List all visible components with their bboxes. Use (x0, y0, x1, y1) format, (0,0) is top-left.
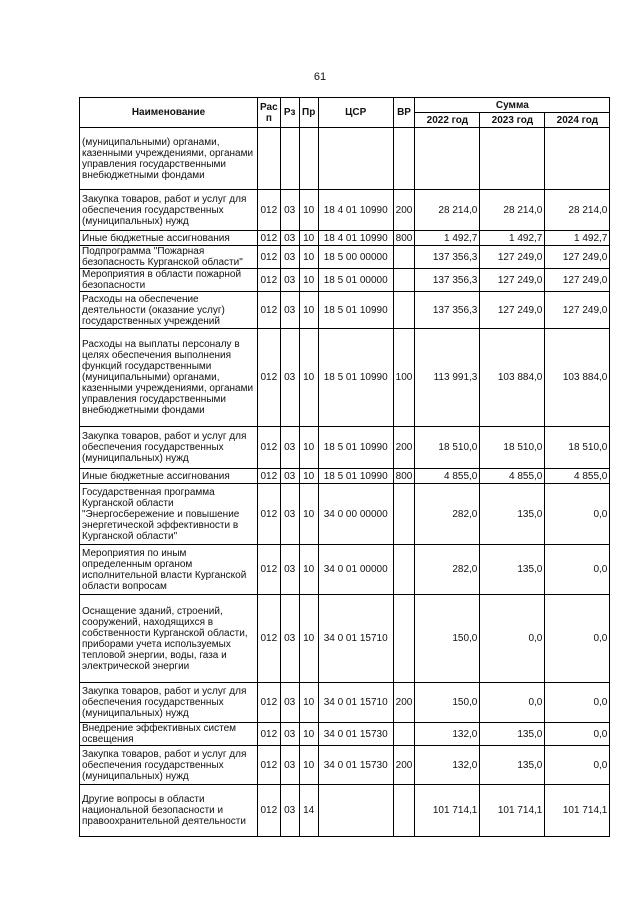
row-pr: 10 (299, 427, 318, 469)
row-rasp: 012 (258, 246, 281, 269)
row-rasp: 012 (258, 723, 281, 746)
row-csr: 18 5 01 10990 (318, 292, 393, 329)
header-year-2022: 2022 год (415, 113, 480, 128)
row-rasp: 012 (258, 785, 281, 837)
row-name: Внедрение эффективных систем освещения (80, 723, 258, 746)
row-rz: 03 (280, 545, 299, 595)
table-row (80, 683, 610, 723)
row-value-2024: 103 884,0 (545, 329, 610, 427)
row-value-2022: 282,0 (415, 545, 480, 595)
table-row (80, 484, 610, 545)
header-sum: Сумма (415, 98, 610, 113)
row-rz: 03 (280, 469, 299, 484)
row-value-2024: 28 214,0 (545, 190, 610, 231)
header-year-2023: 2023 год (480, 113, 545, 128)
row-name: (муниципальными) органами, казенными учреждениями, органами управления государственными внебюджетными фондами (80, 128, 258, 190)
row-csr (318, 785, 393, 837)
row-name: Закупка товаров, работ и услуг для обеспечения государственных (муниципальных) нужд (80, 190, 258, 231)
row-csr: 18 5 01 10990 (318, 469, 393, 484)
row-pr: 10 (299, 246, 318, 269)
header-name: Наименование (80, 98, 258, 128)
page-number: 61 (313, 71, 327, 83)
table-row (80, 269, 610, 292)
header-rasp: Рас п (258, 98, 281, 128)
row-rasp: 012 (258, 427, 281, 469)
row-value-2023: 135,0 (480, 484, 545, 545)
row-pr (299, 128, 318, 190)
table-row (80, 329, 610, 427)
row-pr: 10 (299, 292, 318, 329)
row-csr: 18 5 00 00000 (318, 246, 393, 269)
row-value-2022: 113 991,3 (415, 329, 480, 427)
row-value-2024: 0,0 (545, 746, 610, 785)
row-pr: 10 (299, 484, 318, 545)
row-name: Мероприятия в области пожарной безопасности (80, 269, 258, 292)
row-value-2023: 0,0 (480, 595, 545, 683)
row-pr: 10 (299, 545, 318, 595)
row-value-2024: 127 249,0 (545, 269, 610, 292)
row-rasp: 012 (258, 746, 281, 785)
row-vr (393, 484, 415, 545)
row-pr: 10 (299, 231, 318, 246)
table-row (80, 545, 610, 595)
row-csr: 18 4 01 10990 (318, 231, 393, 246)
row-value-2024: 0,0 (545, 595, 610, 683)
row-rasp: 012 (258, 329, 281, 427)
row-value-2023: 101 714,1 (480, 785, 545, 837)
table-row (80, 595, 610, 683)
row-csr (318, 128, 393, 190)
row-rz: 03 (280, 231, 299, 246)
row-rz: 03 (280, 484, 299, 545)
row-pr: 14 (299, 785, 318, 837)
row-value-2024: 0,0 (545, 723, 610, 746)
row-rz (280, 128, 299, 190)
row-rz: 03 (280, 746, 299, 785)
table-row (80, 190, 610, 231)
row-vr: 100 (393, 329, 415, 427)
header-pr: Пр (299, 98, 318, 128)
row-rz: 03 (280, 723, 299, 746)
row-value-2022: 137 356,3 (415, 246, 480, 269)
row-value-2022: 4 855,0 (415, 469, 480, 484)
row-rasp: 012 (258, 545, 281, 595)
row-value-2023: 103 884,0 (480, 329, 545, 427)
row-value-2023: 1 492,7 (480, 231, 545, 246)
row-csr: 34 0 00 00000 (318, 484, 393, 545)
row-rz: 03 (280, 292, 299, 329)
row-vr: 200 (393, 746, 415, 785)
row-vr (393, 292, 415, 329)
row-name: Оснащение зданий, строений, сооружений, находящихся в собственности Курганской области, приборами учета используемых тепловой энергии, воды, газа и электрической энергии (80, 595, 258, 683)
row-csr: 34 0 01 15730 (318, 723, 393, 746)
table-row (80, 746, 610, 785)
row-value-2023: 135,0 (480, 545, 545, 595)
row-value-2023 (480, 128, 545, 190)
row-pr: 10 (299, 269, 318, 292)
table-row (80, 427, 610, 469)
row-name: Подпрограмма "Пожарная безопасность Курганской области" (80, 246, 258, 269)
row-rz: 03 (280, 785, 299, 837)
row-vr (393, 545, 415, 595)
row-value-2023: 18 510,0 (480, 427, 545, 469)
row-pr: 10 (299, 469, 318, 484)
row-vr (393, 246, 415, 269)
row-pr: 10 (299, 329, 318, 427)
row-value-2023: 127 249,0 (480, 246, 545, 269)
row-name: Иные бюджетные ассигнования (80, 469, 258, 484)
row-value-2024 (545, 128, 610, 190)
header-rz: Рз (280, 98, 299, 128)
row-rasp: 012 (258, 190, 281, 231)
row-pr: 10 (299, 723, 318, 746)
row-name: Иные бюджетные ассигнования (80, 231, 258, 246)
row-pr: 10 (299, 746, 318, 785)
row-name: Расходы на выплаты персоналу в целях обеспечения выполнения функций государственными (муниципальными) органами, казенными учреждениями, органами управления государственными внебюджетными фондами (80, 329, 258, 427)
row-name: Мероприятия по иным определенным органом исполнительной власти Курганской области вопросам (80, 545, 258, 595)
row-vr (393, 595, 415, 683)
row-pr: 10 (299, 683, 318, 723)
row-csr: 18 4 01 10990 (318, 190, 393, 231)
row-value-2022: 28 214,0 (415, 190, 480, 231)
row-value-2024: 101 714,1 (545, 785, 610, 837)
row-value-2022: 150,0 (415, 595, 480, 683)
row-value-2022: 282,0 (415, 484, 480, 545)
row-vr: 200 (393, 427, 415, 469)
row-value-2022: 18 510,0 (415, 427, 480, 469)
budget-table (79, 97, 610, 837)
row-pr: 10 (299, 190, 318, 231)
row-value-2024: 4 855,0 (545, 469, 610, 484)
row-name: Расходы на обеспечение деятельности (оказание услуг) государственных учреждений (80, 292, 258, 329)
row-value-2023: 135,0 (480, 723, 545, 746)
row-vr: 200 (393, 190, 415, 231)
row-value-2024: 18 510,0 (545, 427, 610, 469)
row-name: Закупка товаров, работ и услуг для обеспечения государственных (муниципальных) нужд (80, 427, 258, 469)
row-rasp: 012 (258, 595, 281, 683)
row-name: Другие вопросы в области национальной безопасности и правоохранительной деятельности (80, 785, 258, 837)
row-rasp: 012 (258, 469, 281, 484)
row-value-2022 (415, 128, 480, 190)
row-name: Государственная программа Курганской области "Энергосбережение и повышение энергетической эффективности в Курганской области" (80, 484, 258, 545)
row-rasp: 012 (258, 292, 281, 329)
table-row (80, 231, 610, 246)
row-rz: 03 (280, 427, 299, 469)
row-vr: 200 (393, 683, 415, 723)
row-vr (393, 723, 415, 746)
row-value-2024: 1 492,7 (545, 231, 610, 246)
row-csr: 18 5 01 10990 (318, 427, 393, 469)
row-pr: 10 (299, 595, 318, 683)
row-rz: 03 (280, 595, 299, 683)
row-rz: 03 (280, 246, 299, 269)
row-vr: 800 (393, 469, 415, 484)
row-value-2022: 132,0 (415, 746, 480, 785)
table-row (80, 246, 610, 269)
row-rz: 03 (280, 683, 299, 723)
row-name: Закупка товаров, работ и услуг для обеспечения государственных (муниципальных) нужд (80, 683, 258, 723)
row-rasp: 012 (258, 484, 281, 545)
row-value-2022: 1 492,7 (415, 231, 480, 246)
row-rasp: 012 (258, 269, 281, 292)
row-value-2022: 132,0 (415, 723, 480, 746)
row-value-2022: 101 714,1 (415, 785, 480, 837)
row-value-2023: 0,0 (480, 683, 545, 723)
row-rasp: 012 (258, 683, 281, 723)
row-rz: 03 (280, 329, 299, 427)
row-csr: 18 5 01 10990 (318, 329, 393, 427)
row-rz: 03 (280, 190, 299, 231)
row-value-2022: 137 356,3 (415, 292, 480, 329)
row-vr (393, 785, 415, 837)
row-value-2024: 0,0 (545, 683, 610, 723)
row-csr: 34 0 01 15710 (318, 683, 393, 723)
row-value-2023: 4 855,0 (480, 469, 545, 484)
row-csr: 34 0 01 15730 (318, 746, 393, 785)
row-value-2023: 127 249,0 (480, 292, 545, 329)
row-name: Закупка товаров, работ и услуг для обеспечения государственных (муниципальных) нужд (80, 746, 258, 785)
row-value-2022: 137 356,3 (415, 269, 480, 292)
row-value-2023: 127 249,0 (480, 269, 545, 292)
row-value-2024: 127 249,0 (545, 292, 610, 329)
row-value-2024: 0,0 (545, 545, 610, 595)
header-vr: ВР (393, 98, 415, 128)
table-row (80, 785, 610, 837)
row-vr (393, 269, 415, 292)
row-rz: 03 (280, 269, 299, 292)
row-rasp: 012 (258, 231, 281, 246)
row-vr: 800 (393, 231, 415, 246)
header-year-2024: 2024 год (545, 113, 610, 128)
row-value-2022: 150,0 (415, 683, 480, 723)
row-csr: 34 0 01 15710 (318, 595, 393, 683)
table-row (80, 469, 610, 484)
table-row (80, 723, 610, 746)
header-csr: ЦСР (318, 98, 393, 128)
row-csr: 34 0 01 00000 (318, 545, 393, 595)
row-rasp (258, 128, 281, 190)
row-value-2023: 28 214,0 (480, 190, 545, 231)
row-value-2024: 127 249,0 (545, 246, 610, 269)
row-vr (393, 128, 415, 190)
table-row (80, 292, 610, 329)
row-value-2023: 135,0 (480, 746, 545, 785)
table-row (80, 128, 610, 190)
row-value-2024: 0,0 (545, 484, 610, 545)
row-csr: 18 5 01 00000 (318, 269, 393, 292)
